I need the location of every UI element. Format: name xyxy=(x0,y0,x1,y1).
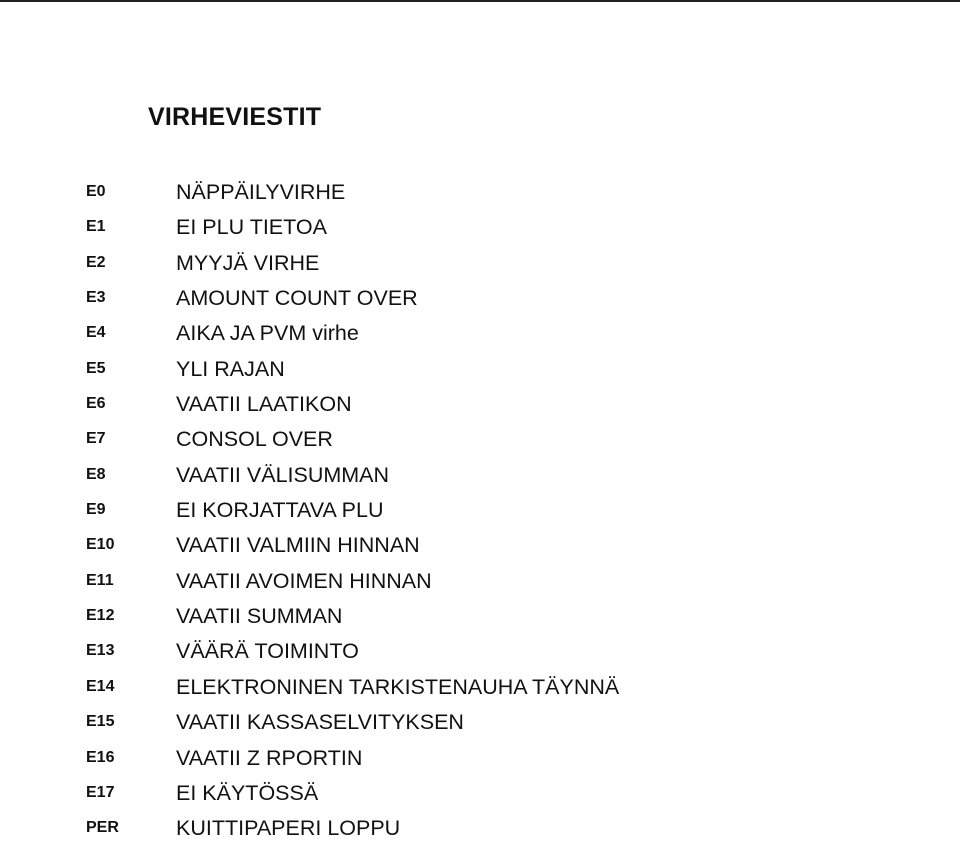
error-code: PER xyxy=(86,819,119,837)
error-row xyxy=(0,635,960,670)
error-code: E11 xyxy=(86,571,114,589)
error-row xyxy=(0,671,960,706)
error-row xyxy=(0,812,960,847)
error-message: AIKA JA PVM virhe xyxy=(176,321,359,346)
error-row xyxy=(0,742,960,777)
error-message: YLI RAJAN xyxy=(176,356,285,381)
error-code: E12 xyxy=(86,607,115,625)
error-message: CONSOL OVER xyxy=(176,427,333,452)
error-message: EI KÄYTÖSSÄ xyxy=(176,780,319,805)
error-message: KUITTIPAPERI LOPPU xyxy=(176,816,401,841)
error-row xyxy=(0,600,960,635)
error-row xyxy=(0,211,960,246)
error-message: VAATII VÄLISUMMAN xyxy=(176,462,390,487)
error-code: E13 xyxy=(86,642,115,660)
error-message: NÄPPÄILYVIRHE xyxy=(176,180,346,204)
error-code: E0 xyxy=(86,183,106,200)
error-row xyxy=(0,706,960,741)
error-row xyxy=(0,565,960,600)
error-code: E5 xyxy=(86,359,106,377)
error-row xyxy=(0,459,960,494)
error-code: E2 xyxy=(86,253,106,271)
error-row xyxy=(0,282,960,317)
error-message: VAATII SUMMAN xyxy=(176,604,343,629)
error-code: E16 xyxy=(86,748,115,766)
error-message: AMOUNT COUNT OVER xyxy=(176,286,418,311)
error-message: VAATII AVOIMEN HINNAN xyxy=(176,568,432,593)
error-code: E17 xyxy=(86,783,115,801)
error-code: E14 xyxy=(86,677,115,695)
error-message: VAATII VALMIIN HINNAN xyxy=(176,533,420,558)
error-row xyxy=(0,529,960,564)
error-code: E15 xyxy=(86,713,115,731)
error-message: VAATII KASSASELVITYKSEN xyxy=(176,710,464,735)
error-row xyxy=(0,247,960,282)
error-row xyxy=(0,777,960,812)
error-code-list xyxy=(0,176,960,848)
error-row xyxy=(0,176,960,211)
error-row xyxy=(0,494,960,529)
error-message: ELEKTRONINEN TARKISTENAUHA TÄYNNÄ xyxy=(176,674,620,699)
error-row xyxy=(0,388,960,423)
error-message: VAATII Z RPORTIN xyxy=(176,745,363,770)
error-message: EI KORJATTAVA PLU xyxy=(176,498,384,523)
error-message: MYYJÄ VIRHE xyxy=(176,250,320,275)
error-code: E3 xyxy=(86,289,106,307)
error-code: E1 xyxy=(86,218,106,236)
error-message: VAATII LAATIKON xyxy=(176,392,352,417)
error-code: E8 xyxy=(86,465,106,483)
error-row xyxy=(0,317,960,352)
top-rule xyxy=(0,0,960,2)
error-code: E10 xyxy=(86,536,115,554)
error-message: VÄÄRÄ TOIMINTO xyxy=(176,639,359,664)
error-code: E4 xyxy=(86,324,106,342)
page-title: VIRHEVIESTIT xyxy=(148,103,322,131)
error-row xyxy=(0,353,960,388)
error-code: E9 xyxy=(86,501,106,519)
error-code: E7 xyxy=(86,430,106,448)
error-message: EI PLU TIETOA xyxy=(176,215,327,240)
error-code: E6 xyxy=(86,395,106,413)
error-row xyxy=(0,423,960,458)
